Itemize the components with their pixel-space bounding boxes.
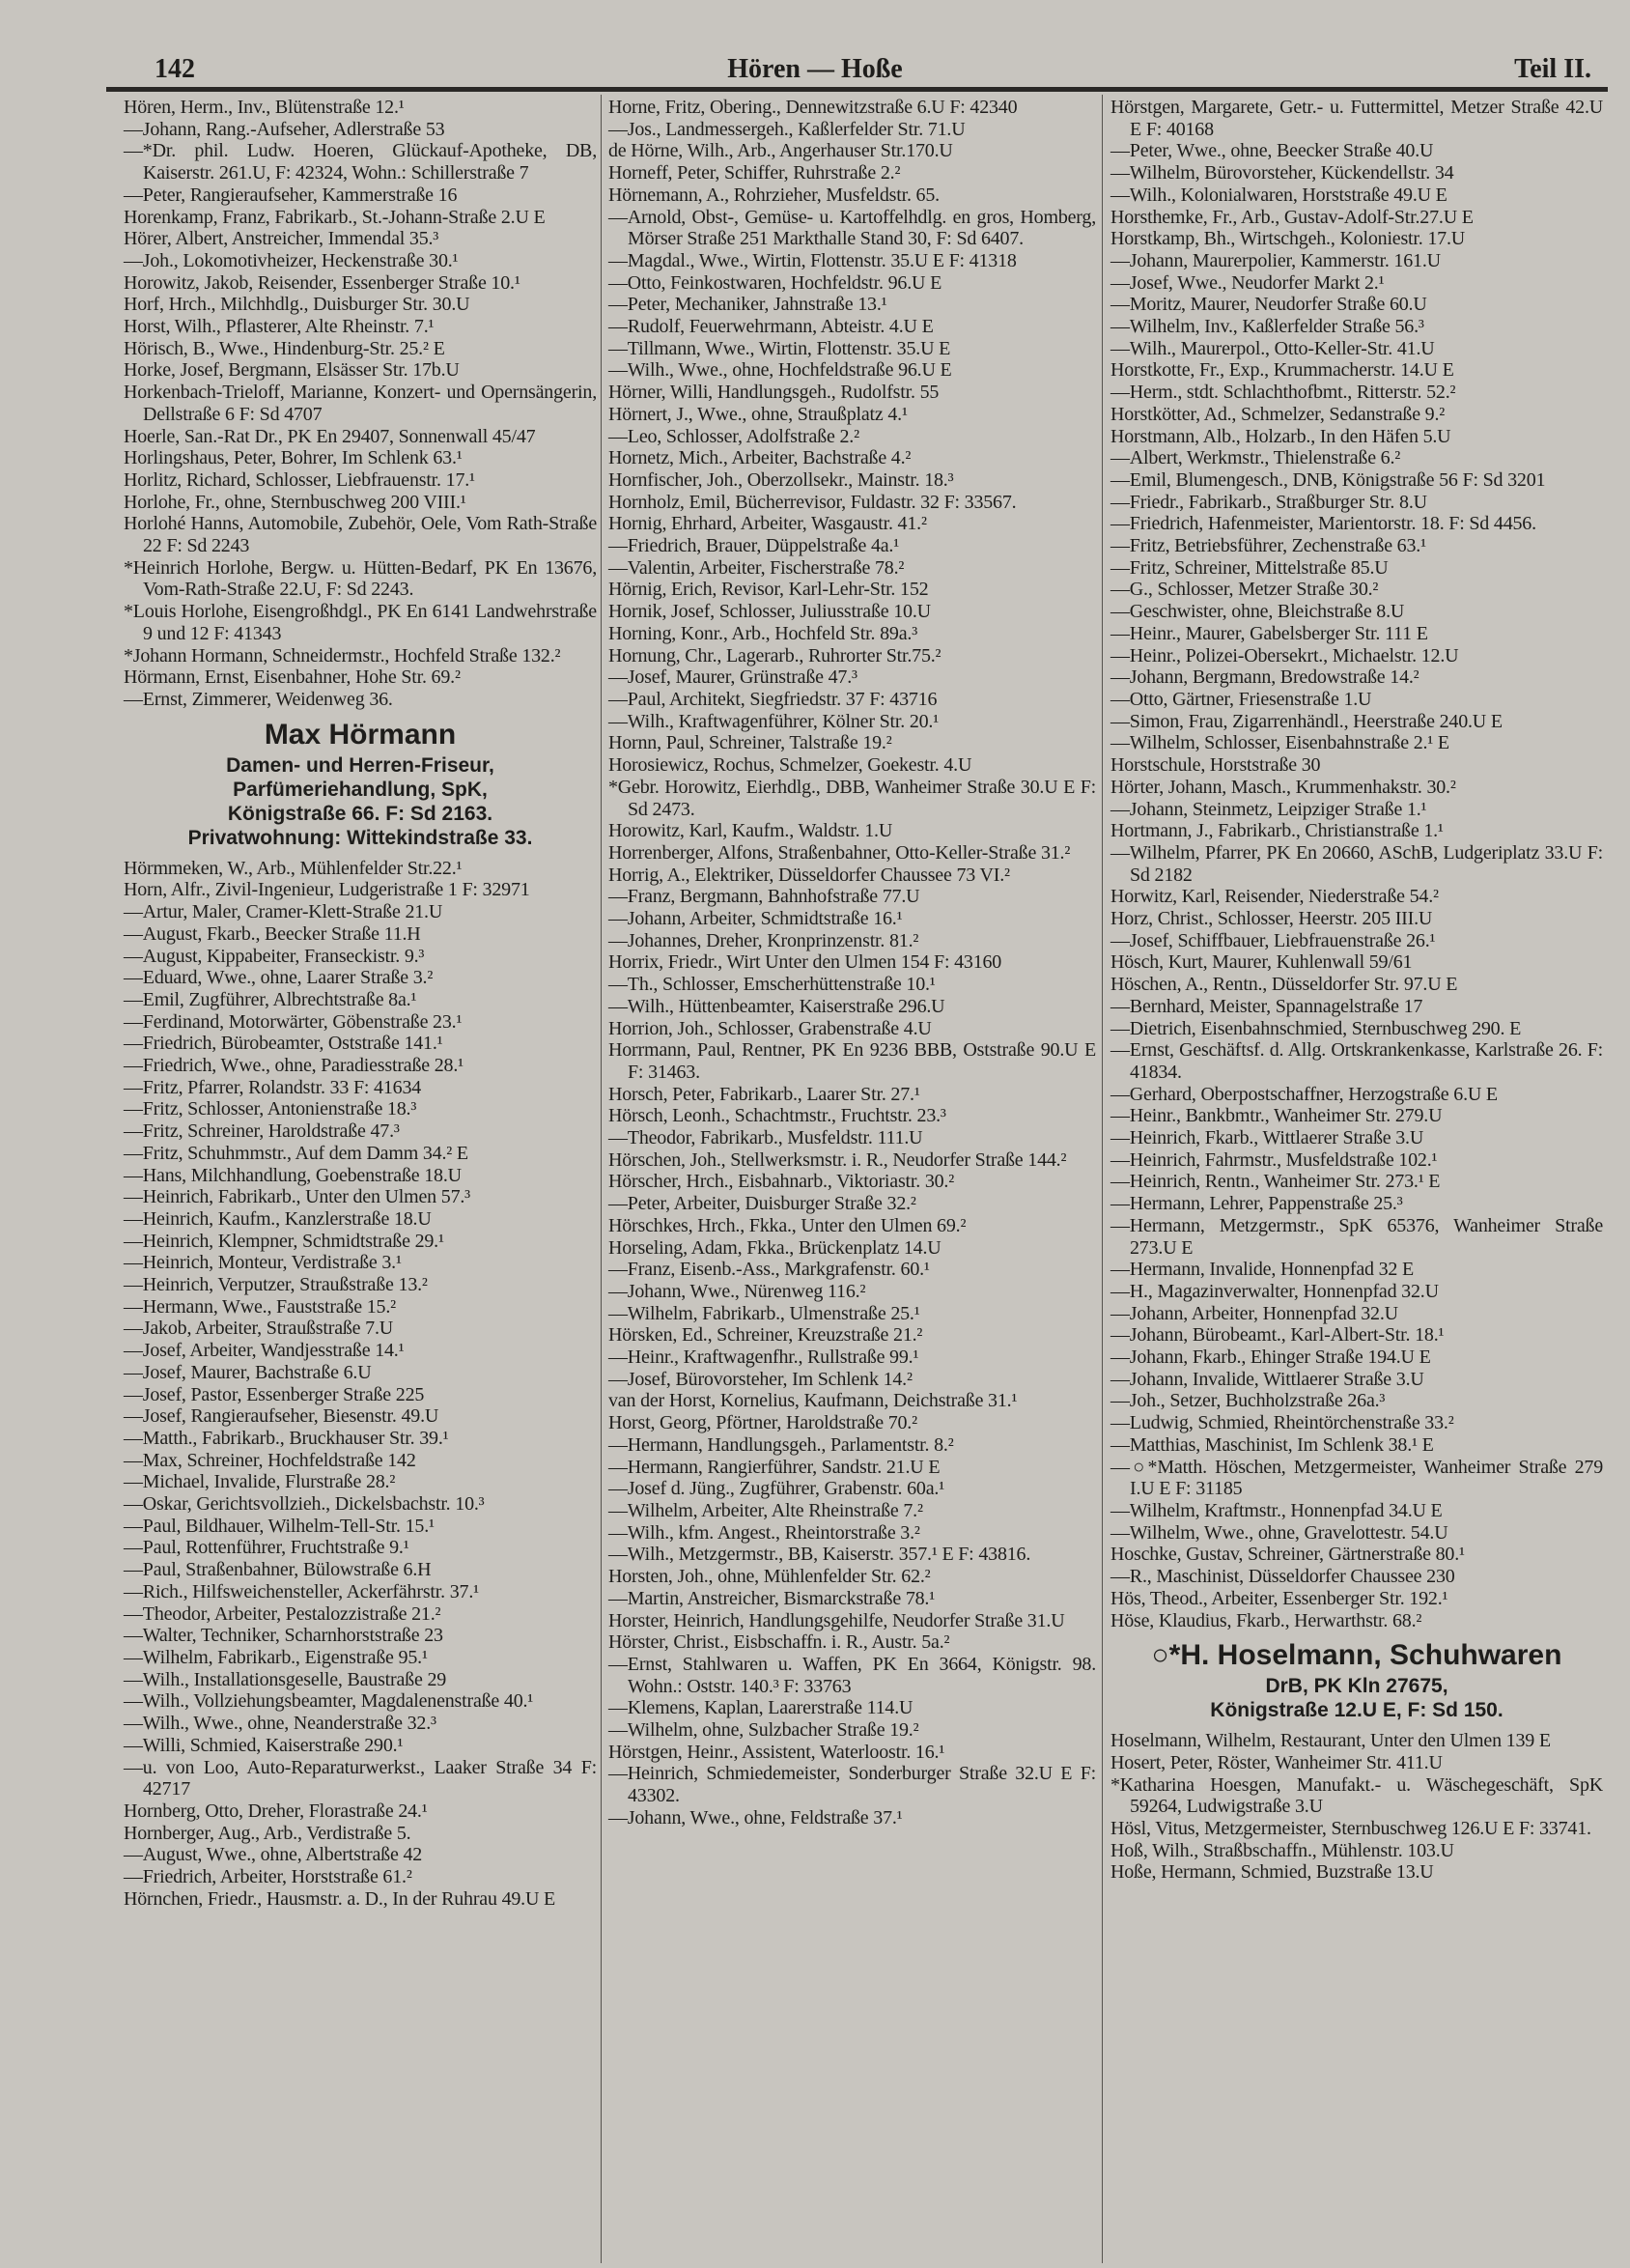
directory-entry: —Peter, Arbeiter, Duisburger Straße 32.² xyxy=(608,1193,916,1215)
directory-entry: Hörer, Albert, Anstreicher, Immendal 35.³ xyxy=(124,228,439,250)
page-title: Hören — Hoße xyxy=(727,54,903,84)
directory-entry: —Johannes, Dreher, Kronprinzenstr. 81.² xyxy=(608,929,919,951)
directory-entry: —Wilhelm, Pfarrer, PK En 20660, ASchB, Ludgeriplatz 33.U F: Sd 2182 xyxy=(1110,841,1603,886)
directory-entry: *Johann Hormann, Schneidermstr., Hochfeld Straße 132.² xyxy=(124,644,561,666)
advertisement-line: Königstraße 66. F: Sd 2163. xyxy=(227,802,493,825)
directory-entry: —Geschwister, ohne, Bleichstraße 8.U xyxy=(1110,601,1405,623)
directory-entry: —Hermann, Wwe., Fauststraße 15.² xyxy=(124,1295,396,1318)
directory-entry: Hörter, Johann, Masch., Krummenhakstr. 30.² xyxy=(1110,776,1456,798)
part-label: Teil II. xyxy=(1514,54,1591,84)
directory-entry: —Emil, Blumengesch., DNB, Königstraße 56 F: Sd 3201 xyxy=(1110,468,1546,491)
directory-entry: Hörsch, Leonh., Schachtmstr., Fruchtstr. 23.³ xyxy=(608,1105,946,1127)
directory-entry: Horwitz, Karl, Reisender, Niederstraße 54.² xyxy=(1110,886,1439,908)
directory-entry: —Bernhard, Meister, Spannagelstraße 17 xyxy=(1110,995,1423,1017)
directory-entry: Hörner, Willi, Handlungsgeh., Rudolfstr. 55 xyxy=(608,382,940,404)
directory-entry: Hörnemann, A., Rohrzieher, Musfeldstr. 65. xyxy=(608,184,940,206)
directory-entry: —Joh., Setzer, Buchholzstraße 26a.³ xyxy=(1110,1390,1386,1412)
directory-entry: —Friedrich, Brauer, Düppelstraße 4a.¹ xyxy=(608,535,900,557)
directory-entry: Horf, Hrch., Milchhdlg., Duisburger Str. 30.U xyxy=(124,294,470,316)
directory-entry: —Friedrich, Bürobeamter, Oststraße 141.¹ xyxy=(124,1033,443,1055)
directory-entry: —Valentin, Arbeiter, Fischerstraße 78.² xyxy=(608,556,905,579)
directory-entry: —Eduard, Wwe., ohne, Laarer Straße 3.² xyxy=(124,967,434,989)
directory-entry: —Otto, Gärtner, Friesenstraße 1.U xyxy=(1110,688,1372,710)
directory-entry: —Johann, Fkarb., Ehinger Straße 194.U E xyxy=(1110,1347,1431,1369)
directory-entry: Hoselmann, Wilhelm, Restaurant, Unter den Ulmen 139 E xyxy=(1110,1730,1551,1752)
directory-entry: Hörisch, B., Wwe., Hindenburg-Str. 25.² E xyxy=(124,337,445,359)
directory-entry: —Wilhelm, Kraftmstr., Honnenpfad 34.U E xyxy=(1110,1500,1443,1521)
directory-entry: Horseling, Adam, Fkka., Brückenplatz 14.U xyxy=(608,1236,941,1259)
directory-entry: Hornberger, Aug., Arb., Verdistraße 5. xyxy=(124,1822,411,1844)
directory-entry: —Theodor, Fabrikarb., Musfeldstr. 111.U xyxy=(608,1127,923,1149)
directory-entry: —u. von Loo, Auto-Reparaturwerkst., Laaker Straße 34 F: 42717 xyxy=(124,1756,597,1800)
directory-entry: —Josef, Arbeiter, Wandjesstraße 14.¹ xyxy=(124,1340,405,1362)
directory-entry: —Tillmann, Wwe., Wirtin, Flottenstr. 35.U E xyxy=(608,337,951,359)
directory-entry: Horrig, A., Elektriker, Düsseldorfer Chaussee 73 VI.² xyxy=(608,864,1010,886)
directory-entry: —Matth., Fabrikarb., Bruckhauser Str. 39.¹ xyxy=(124,1427,449,1449)
directory-entry: Horsch, Peter, Fabrikarb., Laarer Str. 27.¹ xyxy=(608,1083,920,1105)
directory-entry: —Heinrich, Fahrmstr., Musfeldstraße 102.¹ xyxy=(1110,1148,1438,1171)
directory-entry: —Wilh., Wwe., ohne, Hochfeldstraße 96.U E xyxy=(608,359,952,382)
directory-entry: —Johann, Wwe., Nürenweg 116.² xyxy=(608,1280,866,1302)
directory-entry: —Magdal., Wwe., Wirtin, Flottenstr. 35.U E F: 41318 xyxy=(608,249,1017,271)
directory-column-3 xyxy=(1110,97,1603,1884)
directory-entry: *Katharina Hoesgen, Manufakt.- u. Wäschegeschäft, SpK 59264, Ludwigstraße 3.U xyxy=(1110,1773,1603,1818)
directory-entry: Horne, Fritz, Obering., Dennewitzstraße 6.U F: 42340 xyxy=(608,97,1018,118)
directory-entry: Hörsken, Ed., Schreiner, Kreuzstraße 21.² xyxy=(608,1324,923,1347)
directory-entry: Hörscher, Hrch., Eisbahnarb., Viktoriastr. 30.² xyxy=(608,1171,955,1193)
advertisement-title: Max Hörmann xyxy=(264,718,457,751)
directory-entry: Hosert, Peter, Röster, Wanheimer Str. 411.U xyxy=(1110,1751,1443,1773)
directory-entry: —Rich., Hilfsweichensteller, Ackerfährstr. 37.¹ xyxy=(124,1580,479,1602)
directory-entry: —Simon, Frau, Zigarrenhändl., Heerstraße 240.U E xyxy=(1110,710,1503,732)
directory-entry: —Johann, Bergmann, Bredowstraße 14.² xyxy=(1110,666,1419,689)
directory-entry: *Heinrich Horlohe, Bergw. u. Hütten-Bedarf, PK En 13676, Vom-Rath-Straße 22.U, F: Sd 2243. xyxy=(124,556,597,601)
directory-entry: —Wilh., kfm. Angest., Rheintorstraße 3.² xyxy=(608,1521,920,1544)
directory-entry: —Heinr., Maurer, Gabelsberger Str. 111 E xyxy=(1110,622,1428,644)
directory-entry: Horrion, Joh., Schlosser, Grabenstraße 4.U xyxy=(608,1017,932,1039)
directory-entry: —Friedrich, Wwe., ohne, Paradiesstraße 28.¹ xyxy=(124,1055,464,1077)
directory-entry: —Hermann, Rangierführer, Sandstr. 21.U E xyxy=(608,1456,941,1478)
directory-entry: —Gerhard, Oberpostschaffner, Herzogstraße 6.U E xyxy=(1110,1083,1498,1105)
advertisement-line: Parfümeriehandlung, SpK, xyxy=(233,778,488,801)
directory-entry: —Heinrich, Monteur, Verdistraße 3.¹ xyxy=(124,1252,402,1274)
directory-entry: —Otto, Feinkostwaren, Hochfeldstr. 96.U E xyxy=(608,271,942,294)
directory-entry: —Wilh., Kolonialwaren, Horststraße 49.U E xyxy=(1110,184,1447,206)
directory-entry: —Fritz, Pfarrer, Rolandstr. 33 F: 41634 xyxy=(124,1076,422,1098)
directory-entry: —Peter, Mechaniker, Jahnstraße 13.¹ xyxy=(608,294,887,316)
directory-entry: —Paul, Architekt, Siegfriedstr. 37 F: 43716 xyxy=(608,688,938,710)
directory-entry: —Josef, Schiffbauer, Liebfrauenstraße 26.¹ xyxy=(1110,929,1436,951)
directory-entry: Horke, Josef, Bergmann, Elsässer Str. 17b.U xyxy=(124,359,460,382)
advertisement-block xyxy=(124,717,597,850)
directory-entry: —Josef, Rangieraufseher, Biesenstr. 49.U xyxy=(124,1405,439,1428)
directory-entry: Hörnchen, Friedr., Hausmstr. a. D., In der Ruhrau 49.U E xyxy=(124,1887,556,1910)
directory-entry: —Josef, Bürovorsteher, Im Schlenk 14.² xyxy=(608,1368,913,1390)
directory-entry: Horowitz, Jakob, Reisender, Essenberger Straße 10.¹ xyxy=(124,271,520,294)
directory-entry: —Th., Schlosser, Emscherhüttenstraße 10.¹ xyxy=(608,974,936,996)
directory-entry: —Oskar, Gerichtsvollzieh., Dickelsbachstr. 10.³ xyxy=(124,1493,485,1516)
directory-entry: —○*Matth. Höschen, Metzgermeister, Wanheimer Straße 279 I.U E F: 31185 xyxy=(1110,1456,1603,1500)
directory-entry: Horlingshaus, Peter, Bohrer, Im Schlenk 63.¹ xyxy=(124,447,463,469)
directory-entry: Hörmann, Ernst, Eisenbahner, Hohe Str. 69.² xyxy=(124,666,461,689)
directory-entry: —Wilhelm, ohne, Sulzbacher Straße 19.² xyxy=(608,1719,919,1742)
directory-entry: —Josef, Pastor, Essenberger Straße 225 xyxy=(124,1383,425,1405)
directory-entry: Hoß, Wilh., Straßbschaffn., Mühlenstr. 103.U xyxy=(1110,1839,1454,1861)
directory-entry: —Walter, Techniker, Scharnhorststraße 23 xyxy=(124,1625,443,1647)
directory-entry: —August, Wwe., ohne, Albertstraße 42 xyxy=(124,1844,423,1866)
directory-entry: —Hermann, Lehrer, Pappenstraße 25.³ xyxy=(1110,1193,1403,1215)
directory-entry: Hornholz, Emil, Bücherrevisor, Fuldastr. 32 F: 33567. xyxy=(608,491,1017,513)
directory-entry: —Theodor, Arbeiter, Pestalozzistraße 21.² xyxy=(124,1602,441,1625)
directory-entry: —Fritz, Schreiner, Haroldstraße 47.³ xyxy=(124,1120,400,1143)
directory-entry: van der Horst, Kornelius, Kaufmann, Deichstraße 31.¹ xyxy=(608,1390,1018,1412)
directory-entry: —Ernst, Stahlwaren u. Waffen, PK En 3664, Königstr. 98. Wohn.: Oststr. 140.³ F: 33763 xyxy=(608,1653,1096,1697)
directory-entry: Horrmann, Paul, Rentner, PK En 9236 BBB, Oststraße 90.U E F: 31463. xyxy=(608,1039,1096,1083)
advertisement-line: Königstraße 12.U E, F: Sd 150. xyxy=(1210,1699,1504,1722)
directory-entry: Hörschen, Joh., Stellwerksmstr. i. R., Neudorfer Straße 144.² xyxy=(608,1148,1067,1171)
directory-entry: —Heinr., Kraftwagenfhr., Rullstraße 99.¹ xyxy=(608,1347,919,1369)
directory-column-1 xyxy=(124,97,597,1910)
directory-entry: Hortmann, J., Fabrikarb., Christianstraße 1.¹ xyxy=(1110,820,1444,842)
directory-entry: —Wilh., Wwe., ohne, Neanderstraße 32.³ xyxy=(124,1713,436,1735)
directory-entry: —Hermann, Handlungsgeh., Parlamentstr. 8.² xyxy=(608,1433,954,1456)
directory-entry: —Johann, Bürobeamt., Karl-Albert-Str. 18.¹ xyxy=(1110,1324,1445,1347)
directory-entry: —Wilhelm, Bürovorsteher, Kückendellstr. 34 xyxy=(1110,162,1454,184)
directory-entry: Hoerle, San.-Rat Dr., PK En 29407, Sonnenwall 45/47 xyxy=(124,425,536,447)
directory-entry: Höse, Klaudius, Fkarb., Herwarthstr. 68.² xyxy=(1110,1609,1422,1631)
directory-entry: —Heinrich, Fkarb., Wittlaerer Straße 3.U xyxy=(1110,1127,1424,1149)
directory-entry: —Jakob, Arbeiter, Straußstraße 7.U xyxy=(124,1318,394,1340)
directory-entry: —Dietrich, Eisenbahnschmied, Sternbuschweg 290. E xyxy=(1110,1017,1522,1039)
column-divider xyxy=(601,95,602,2263)
directory-entry: Hoße, Hermann, Schmied, Buzstraße 13.U xyxy=(1110,1861,1434,1884)
directory-entry: Horstkamp, Bh., Wirtschgeh., Koloniestr. 17.U xyxy=(1110,228,1466,250)
header-rule xyxy=(106,87,1608,92)
directory-entry: —Heinr., Polizei-Obersekrt., Michaelstr. 12.U xyxy=(1110,644,1459,666)
directory-entry: —Johann, Wwe., ohne, Feldstraße 37.¹ xyxy=(608,1806,903,1829)
directory-entry: —Heinrich, Schmiedemeister, Sonderburger Straße 32.U E F: 43302. xyxy=(608,1763,1096,1807)
directory-entry: —*Dr. phil. Ludw. Hoeren, Glückauf-Apotheke, DB, Kaiserstr. 261.U, F: 42324, Wohn.: Schillerstraße 7 xyxy=(124,140,597,184)
directory-entry: Hornberg, Otto, Dreher, Florastraße 24.¹ xyxy=(124,1800,428,1822)
directory-entry: Hörschkes, Hrch., Fkka., Unter den Ulmen 69.² xyxy=(608,1214,967,1236)
directory-entry: Horlohé Hanns, Automobile, Zubehör, Oele, Vom Rath-Straße 22 F: Sd 2243 xyxy=(124,513,597,557)
directory-entry: Horning, Konr., Arb., Hochfeld Str. 89a.³ xyxy=(608,622,917,644)
directory-entry: Horsthemke, Fr., Arb., Gustav-Adolf-Str.27.U E xyxy=(1110,206,1474,228)
directory-entry: —Josef, Wwe., Neudorfer Markt 2.¹ xyxy=(1110,271,1385,294)
directory-entry: Horkenbach-Trieloff, Marianne, Konzert- und Opernsängerin, Dellstraße 6 F: Sd 4707 xyxy=(124,382,597,425)
directory-entry: —Fritz, Schlosser, Antonienstraße 18.³ xyxy=(124,1098,417,1120)
directory-entry: —Heinrich, Klempner, Schmidtstraße 29.¹ xyxy=(124,1230,444,1252)
directory-entry: —Heinrich, Rentn., Wanheimer Str. 273.¹ E xyxy=(1110,1171,1441,1193)
directory-entry: Horenkamp, Franz, Fabrikarb., St.-Johann-Straße 2.U E xyxy=(124,206,546,228)
directory-entry: —Albert, Werkmstr., Thielenstraße 6.² xyxy=(1110,447,1401,469)
directory-entry: —Artur, Maler, Cramer-Klett-Straße 21.U xyxy=(124,901,443,923)
directory-entry: Hornung, Chr., Lagerarb., Ruhrorter Str.75.² xyxy=(608,644,941,666)
directory-entry: Horstkotte, Fr., Exp., Krummacherstr. 14.U E xyxy=(1110,359,1454,382)
directory-entry: Horneff, Peter, Schiffer, Ruhrstraße 2.² xyxy=(608,162,901,184)
directory-entry: Höschen, A., Rentn., Düsseldorfer Str. 97.U E xyxy=(1110,974,1458,996)
directory-entry: —Wilh., Installationsgeselle, Baustraße 29 xyxy=(124,1668,447,1690)
directory-entry: —Ludwig, Schmied, Rheintörchenstraße 33.² xyxy=(1110,1412,1454,1434)
directory-entry: Hörmmeken, W., Arb., Mühlenfelder Str.22.¹ xyxy=(124,857,463,879)
directory-entry: Hören, Herm., Inv., Blütenstraße 12.¹ xyxy=(124,97,405,118)
directory-entry: —Wilhelm, Wwe., ohne, Gravelottestr. 54.U xyxy=(1110,1521,1448,1544)
directory-entry: —H., Magazinverwalter, Honnenpfad 32.U xyxy=(1110,1280,1439,1302)
directory-entry: Hös, Theod., Arbeiter, Essenberger Str. 192.¹ xyxy=(1110,1587,1448,1609)
directory-entry: —Paul, Rottenführer, Fruchtstraße 9.¹ xyxy=(124,1537,409,1559)
directory-entry: Horn, Alfr., Zivil-Ingenieur, Ludgeristraße 1 F: 32971 xyxy=(124,879,530,901)
directory-entry: —Moritz, Maurer, Neudorfer Straße 60.U xyxy=(1110,294,1427,316)
directory-entry: —Friedr., Fabrikarb., Straßburger Str. 8.U xyxy=(1110,491,1427,513)
directory-entry: Hörnig, Erich, Revisor, Karl-Lehr-Str. 152 xyxy=(608,579,929,601)
directory-entry: —Rudolf, Feuerwehrmann, Abteistr. 4.U E xyxy=(608,316,934,338)
directory-entry: —Wilhelm, Arbeiter, Alte Rheinstraße 7.² xyxy=(608,1500,923,1521)
directory-entry: —Heinrich, Kaufm., Kanzlerstraße 18.U xyxy=(124,1207,432,1230)
directory-entry: —Willi, Schmied, Kaiserstraße 290.¹ xyxy=(124,1734,404,1756)
directory-entry: Hösch, Kurt, Maurer, Kuhlenwall 59/61 xyxy=(1110,951,1413,974)
directory-entry: —Josef, Maurer, Grünstraße 47.³ xyxy=(608,666,857,689)
advertisement-line: Damen- und Herren-Friseur, xyxy=(226,753,494,777)
page-number: 142 xyxy=(155,54,195,84)
directory-entry: —Ferdinand, Motorwärter, Göbenstraße 23.¹ xyxy=(124,1010,463,1033)
directory-entry: —Hermann, Metzgermstr., SpK 65376, Wanheimer Straße 273.U E xyxy=(1110,1214,1603,1259)
directory-entry: Hörstgen, Heinr., Assistent, Waterloostr. 16.¹ xyxy=(608,1741,945,1763)
advertisement-line: Privatwohnung: Wittekindstraße 33. xyxy=(187,826,533,849)
directory-entry: —Heinrich, Fabrikarb., Unter den Ulmen 57.³ xyxy=(124,1186,470,1208)
directory-entry: Horstmann, Alb., Holzarb., In den Häfen 5.U xyxy=(1110,425,1451,447)
directory-entry: —Wilhelm, Fabrikarb., Ulmenstraße 25.¹ xyxy=(608,1302,920,1324)
directory-entry: —Josef d. Jüng., Zugführer, Grabenstr. 60a.¹ xyxy=(608,1478,944,1500)
directory-entry: —Franz, Eisenb.-Ass., Markgrafenstr. 60.¹ xyxy=(608,1259,930,1281)
directory-entry: —Klemens, Kaplan, Laarerstraße 114.U xyxy=(608,1697,913,1719)
directory-entry: Horster, Heinrich, Handlungsgehilfe, Neudorfer Straße 31.U xyxy=(608,1609,1065,1631)
directory-entry: Hornfischer, Joh., Oberzollsekr., Mainstr. 18.³ xyxy=(608,468,954,491)
directory-entry: —Wilhelm, Inv., Kaßlerfelder Straße 56.³ xyxy=(1110,316,1424,338)
directory-entry: Hornik, Josef, Schlosser, Juliusstraße 10.U xyxy=(608,601,931,623)
directory-entry: —Fritz, Schuhmmstr., Auf dem Damm 34.² E xyxy=(124,1142,468,1164)
directory-entry: —Friedrich, Arbeiter, Horststraße 61.² xyxy=(124,1866,412,1888)
directory-entry: —Josef, Maurer, Bachstraße 6.U xyxy=(124,1361,372,1383)
directory-entry: Horstkötter, Ad., Schmelzer, Sedanstraße 9.² xyxy=(1110,403,1446,425)
directory-entry: —Arnold, Obst-, Gemüse- u. Kartoffelhdlg. en gros, Homberg, Mörser Straße 251 Markthalle Stand 30, F: Sd 6407. xyxy=(608,206,1096,250)
directory-entry: —Hermann, Invalide, Honnenpfad 32 E xyxy=(1110,1259,1415,1281)
directory-entry: —August, Fkarb., Beecker Straße 11.H xyxy=(124,922,421,945)
directory-entry: Hörstgen, Margarete, Getr.- u. Futtermittel, Metzer Straße 42.U E F: 40168 xyxy=(1110,97,1603,140)
directory-entry: Horrix, Friedr., Wirt Unter den Ulmen 154 F: 43160 xyxy=(608,951,1002,974)
directory-entry: —Johann, Rang.-Aufseher, Adlerstraße 53 xyxy=(124,118,445,140)
directory-entry: —Johann, Arbeiter, Schmidtstraße 16.¹ xyxy=(608,908,903,930)
directory-column-2 xyxy=(608,97,1096,1829)
directory-entry: Horsten, Joh., ohne, Mühlenfelder Str. 62.² xyxy=(608,1566,931,1588)
directory-entry: —Paul, Bildhauer, Wilhelm-Tell-Str. 15.¹ xyxy=(124,1515,435,1537)
directory-entry: —Wilh., Metzgermstr., BB, Kaiserstr. 357.¹ E F: 43816. xyxy=(608,1544,1031,1566)
directory-entry: —R., Maschinist, Düsseldorfer Chaussee 230 xyxy=(1110,1566,1455,1588)
column-divider xyxy=(1102,95,1103,2263)
directory-entry: —Franz, Bergmann, Bahnhofstraße 77.U xyxy=(608,886,920,908)
directory-entry: —Ernst, Zimmerer, Weidenweg 36. xyxy=(124,688,393,710)
directory-entry: —Herm., stdt. Schlachthofbmt., Ritterstr. 52.² xyxy=(1110,382,1456,404)
directory-entry: —Wilh., Kraftwagenführer, Kölner Str. 20.¹ xyxy=(608,710,940,732)
directory-entry: —Johann, Steinmetz, Leipziger Straße 1.¹ xyxy=(1110,798,1427,820)
directory-entry: Hornetz, Mich., Arbeiter, Bachstraße 4.² xyxy=(608,447,912,469)
directory-entry: —Wilh., Hüttenbeamter, Kaiserstraße 296.U xyxy=(608,995,945,1017)
directory-entry: Horst, Georg, Pförtner, Haroldstraße 70.² xyxy=(608,1412,917,1434)
advertisement-line: DrB, PK Kln 27675, xyxy=(1265,1675,1448,1698)
directory-entry: —Max, Schreiner, Hochfeldstraße 142 xyxy=(124,1449,416,1471)
directory-entry: —Hans, Milchhandlung, Goebenstraße 18.U xyxy=(124,1164,462,1186)
directory-entry: *Gebr. Horowitz, Eierhdlg., DBB, Wanheimer Straße 30.U E F: Sd 2473. xyxy=(608,776,1096,820)
directory-entry: —Wilhelm, Schlosser, Eisenbahnstraße 2.¹ E xyxy=(1110,732,1449,754)
directory-entry: —Wilh., Maurerpol., Otto-Keller-Str. 41.U xyxy=(1110,337,1435,359)
directory-entry: —G., Schlosser, Metzer Straße 30.² xyxy=(1110,579,1379,601)
directory-entry: —Friedrich, Hafenmeister, Marientorstr. 18. F: Sd 4456. xyxy=(1110,513,1536,535)
directory-entry: —Martin, Anstreicher, Bismarckstraße 78.¹ xyxy=(608,1587,936,1609)
directory-entry: —Paul, Straßenbahner, Bülowstraße 6.H xyxy=(124,1559,432,1581)
directory-entry: —August, Kippabeiter, Franseckistr. 9.³ xyxy=(124,945,425,967)
directory-entry: *Louis Horlohe, Eisengroßhdgl., PK En 6141 Landwehrstraße 9 und 12 F: 41343 xyxy=(124,601,597,644)
directory-entry: —Wilhelm, Fabrikarb., Eigenstraße 95.¹ xyxy=(124,1647,428,1668)
directory-entry: —Johann, Arbeiter, Honnenpfad 32.U xyxy=(1110,1302,1398,1324)
directory-entry: —Johann, Invalide, Wittlaerer Straße 3.U xyxy=(1110,1368,1424,1390)
directory-entry: —Peter, Rangieraufseher, Kammerstraße 16 xyxy=(124,184,458,206)
directory-entry: —Leo, Schlosser, Adolfstraße 2.² xyxy=(608,425,859,447)
advertisement-block xyxy=(1110,1637,1603,1722)
directory-entry: Horstschule, Horststraße 30 xyxy=(1110,754,1321,777)
directory-entry: —Matthias, Maschinist, Im Schlenk 38.¹ E xyxy=(1110,1433,1434,1456)
directory-entry: —Wilh., Vollziehungsbeamter, Magdalenenstraße 40.¹ xyxy=(124,1690,534,1713)
directory-entry: Horlitz, Richard, Schlosser, Liebfrauenstr. 17.¹ xyxy=(124,468,475,491)
directory-entry: Horrenberger, Alfons, Straßenbahner, Otto-Keller-Straße 31.² xyxy=(608,841,1071,864)
directory-entry: Horosiewicz, Rochus, Schmelzer, Goekestr. 4.U xyxy=(608,754,972,777)
directory-entry: —Johann, Maurerpolier, Kammerstr. 161.U xyxy=(1110,249,1441,271)
directory-entry: —Michael, Invalide, Flurstraße 28.² xyxy=(124,1471,396,1493)
directory-entry: Horlohe, Fr., ohne, Sternbuschweg 200 VIII.¹ xyxy=(124,491,466,513)
directory-entry: Horowitz, Karl, Kaufm., Waldstr. 1.U xyxy=(608,820,893,842)
directory-entry: Hösl, Vitus, Metzgermeister, Sternbuschweg 126.U E F: 33741. xyxy=(1110,1818,1591,1840)
directory-entry: Hörnert, J., Wwe., ohne, Straußplatz 4.¹ xyxy=(608,403,908,425)
advertisement-title: ○*H. Hoselmann, Schuhwaren xyxy=(1151,1639,1562,1672)
directory-entry: —Heinrich, Verputzer, Straußstraße 13.² xyxy=(124,1274,428,1296)
directory-entry: Horz, Christ., Schlosser, Heerstr. 205 III.U xyxy=(1110,908,1433,930)
directory-entry: —Fritz, Betriebsführer, Zechenstraße 63.¹ xyxy=(1110,535,1426,557)
directory-entry: —Heinr., Bankbmtr., Wanheimer Str. 279.U xyxy=(1110,1105,1443,1127)
directory-entry: —Ernst, Geschäftsf. d. Allg. Ortskrankenkasse, Karlstraße 26. F: 41834. xyxy=(1110,1039,1603,1083)
directory-entry: Horst, Wilh., Pflasterer, Alte Rheinstr. 7.¹ xyxy=(124,316,435,338)
directory-entry: —Emil, Zugführer, Albrechtstraße 8a.¹ xyxy=(124,988,417,1010)
directory-entry: Hornig, Ehrhard, Arbeiter, Wasgaustr. 41.² xyxy=(608,513,927,535)
directory-entry: —Fritz, Schreiner, Mittelstraße 85.U xyxy=(1110,556,1389,579)
directory-entry: Hörster, Christ., Eisbschaffn. i. R., Austr. 5a.² xyxy=(608,1631,950,1654)
directory-entry: —Jos., Landmessergeh., Kaßlerfelder Str. 71.U xyxy=(608,118,966,140)
directory-entry: —Joh., Lokomotivheizer, Heckenstraße 30.¹ xyxy=(124,249,459,271)
directory-entry: —Peter, Wwe., ohne, Beecker Straße 40.U xyxy=(1110,140,1434,162)
directory-entry: Hornn, Paul, Schreiner, Talstraße 19.² xyxy=(608,732,892,754)
directory-entry: de Hörne, Wilh., Arb., Angerhauser Str.170.U xyxy=(608,140,953,162)
directory-entry: Hoschke, Gustav, Schreiner, Gärtnerstraße 80.¹ xyxy=(1110,1544,1465,1566)
